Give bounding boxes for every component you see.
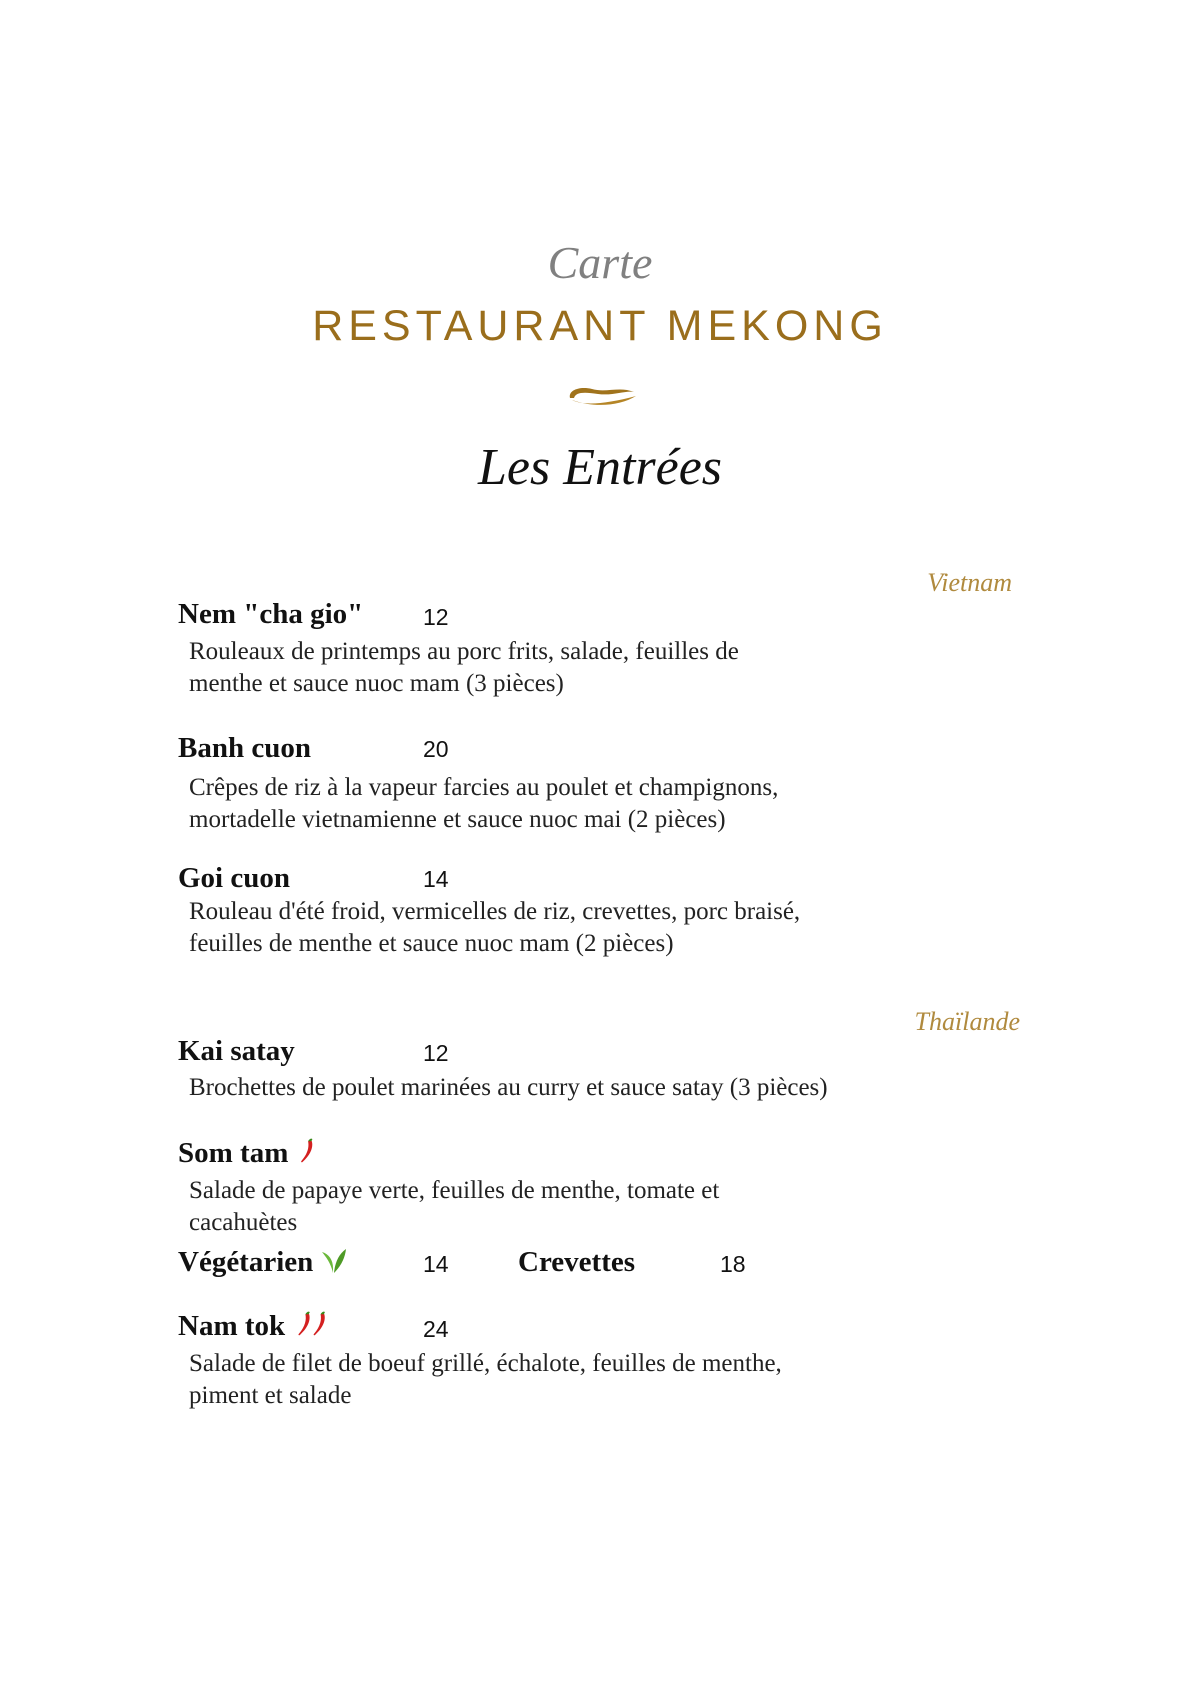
item-name: Goi cuon	[178, 862, 290, 894]
region-label-vietnam: Vietnam	[927, 568, 1012, 597]
item-description	[189, 896, 949, 960]
variant-name-text: Végétarien	[178, 1246, 314, 1278]
item-description	[189, 1072, 1089, 1104]
desc-line: piment et salade	[189, 1382, 352, 1409]
item-name	[178, 1310, 333, 1345]
region-label-thailand: Thaïlande	[914, 1007, 1020, 1036]
chili-icon	[296, 1138, 318, 1172]
variant-price: 14	[423, 1251, 449, 1277]
double-chili-icon	[293, 1311, 333, 1345]
leaf-icon	[321, 1246, 347, 1282]
desc-line: Crêpes de riz à la vapeur farcies au poulet et champignons,	[189, 774, 779, 801]
restaurant-name: RESTAURANT MEKONG	[312, 302, 888, 350]
desc-line: Salade de filet de boeuf grillé, échalote, feuilles de menthe,	[189, 1350, 782, 1377]
desc-line: Brochettes de poulet marinées au curry et sauce satay (3 pièces)	[189, 1074, 828, 1101]
item-price: 12	[423, 604, 449, 630]
desc-line: Salade de papaye verte, feuilles de menthe, tomate et	[189, 1177, 720, 1204]
item-description	[189, 636, 949, 700]
item-name	[178, 1137, 318, 1172]
menu-subtitle: Carte	[547, 237, 653, 288]
desc-line: mortadelle vietnamienne et sauce nuoc mai (2 pièces)	[189, 806, 726, 833]
variant-name: Crevettes	[518, 1246, 636, 1278]
variant-price: 18	[720, 1251, 746, 1277]
ornament-swash-icon	[566, 380, 638, 413]
section-title: Les Entrées	[477, 439, 723, 496]
item-description	[189, 772, 949, 836]
item-description	[189, 1348, 949, 1412]
item-name: Kai satay	[178, 1035, 295, 1067]
desc-line: feuilles de menthe et sauce nuoc mam (2 pièces)	[189, 930, 674, 957]
item-name-text: Som tam	[178, 1137, 289, 1169]
desc-line: menthe et sauce nuoc mam (3 pièces)	[189, 670, 564, 697]
item-price: 24	[423, 1316, 449, 1342]
item-price: 14	[423, 866, 449, 892]
item-name: Banh cuon	[178, 732, 311, 764]
item-name-text: Nam tok	[178, 1310, 286, 1342]
desc-line: Rouleaux de printemps au porc frits, salade, feuilles de	[189, 638, 739, 665]
desc-line: cacahuètes	[189, 1209, 298, 1236]
desc-line: Rouleau d'été froid, vermicelles de riz, crevettes, porc braisé,	[189, 898, 801, 925]
item-price: 12	[423, 1040, 449, 1066]
item-description	[189, 1175, 949, 1239]
item-name: Nem "cha gio"	[178, 598, 364, 630]
variant-name	[178, 1246, 347, 1282]
item-price: 20	[423, 736, 449, 762]
